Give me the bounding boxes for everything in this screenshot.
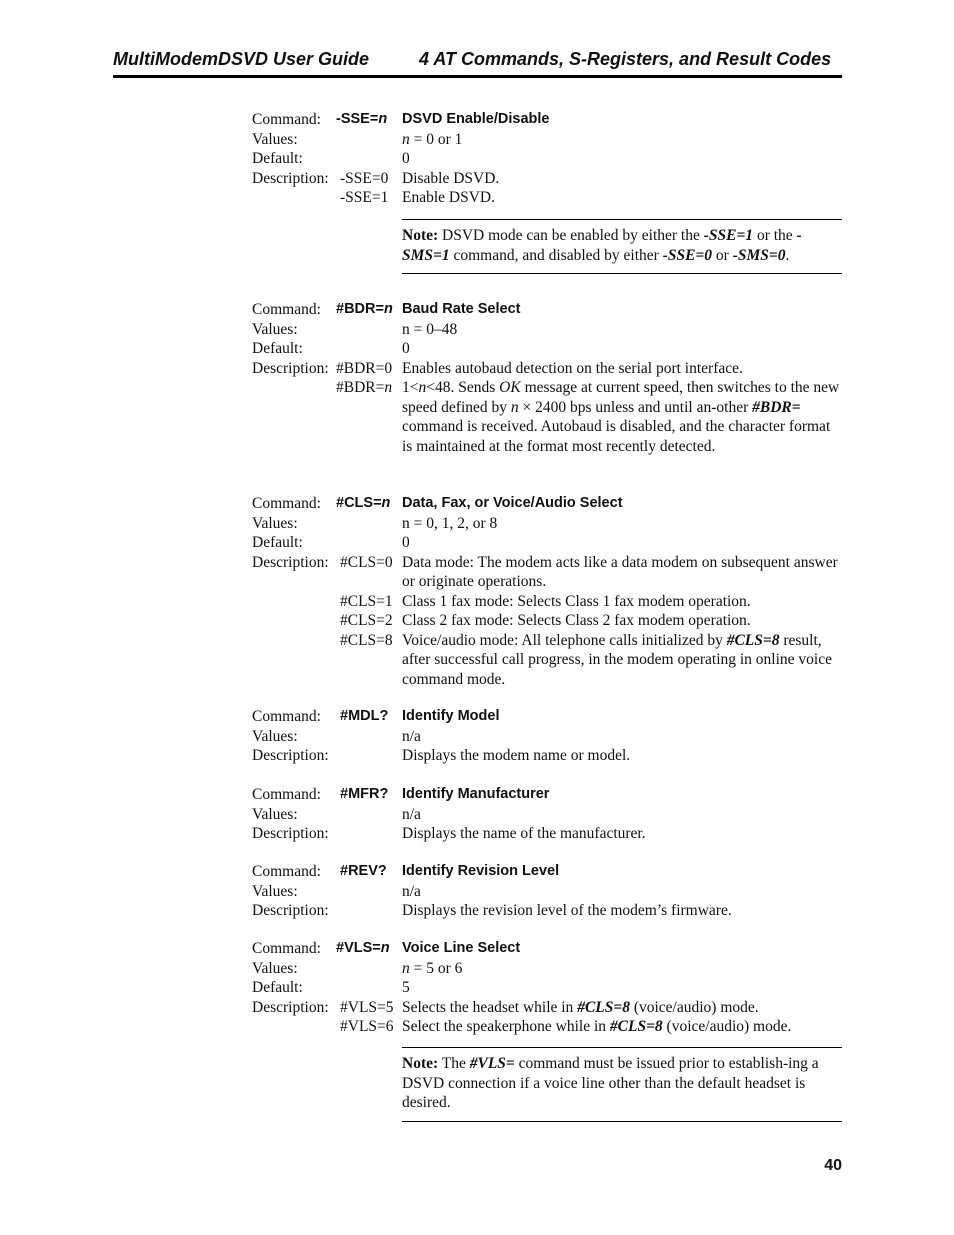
command-label: Command:	[252, 863, 321, 880]
command-label: Command:	[252, 301, 321, 318]
values-label: Values:	[252, 320, 298, 338]
rev-title: Identify Revision Level	[402, 863, 560, 879]
values-label: Values:	[252, 130, 298, 148]
command-label: Command:	[252, 708, 321, 725]
description-label: Description:	[252, 825, 329, 842]
sse-section	[252, 110, 844, 208]
rev-command: #REV?	[340, 863, 387, 879]
values-label: Values:	[252, 959, 298, 977]
cls-item-code: #CLS=1	[340, 592, 393, 610]
values-label: Values:	[252, 514, 298, 532]
vls-values: n = 5 or 6	[402, 959, 463, 977]
mdl-values: n/a	[402, 727, 421, 745]
description-label: Description:	[252, 553, 329, 571]
cls-item-code: #CLS=2	[340, 612, 393, 629]
sse-values: n = 0 or 1	[402, 130, 463, 148]
default-label: Default:	[252, 340, 303, 357]
rev-section	[252, 862, 844, 921]
rev-values: n/a	[402, 882, 421, 900]
cls-values: n = 0, 1, 2, or 8	[402, 514, 498, 532]
mfr-section	[252, 785, 844, 844]
sse-item-text: Disable DSVD.	[402, 169, 500, 187]
cls-item-text: Class 1 fax mode: Selects Class 1 fax modem operation.	[402, 592, 751, 610]
values-label: Values:	[252, 727, 298, 745]
mdl-desc: Displays the modem name or model.	[402, 747, 631, 764]
cls-command: #CLS=n	[336, 495, 391, 511]
bdr-item-code: #BDR=0	[336, 359, 393, 377]
default-label: Default:	[252, 150, 303, 167]
cls-default: 0	[402, 534, 410, 551]
header-chapter: 4 AT Commands, S-Registers, and Result Codes	[419, 49, 832, 69]
bdr-item-code: #BDR=n	[336, 379, 393, 396]
mdl-title: Identify Model	[402, 708, 500, 724]
vls-section	[252, 939, 844, 1037]
cls-item-text: Voice/audio mode: All telephone calls initialized by #CLS=8 result, after successful call progress, in the modem operating in online voice command mode.	[402, 631, 832, 688]
header-title: MultiModemDSVD User Guide	[113, 49, 370, 69]
bdr-default: 0	[402, 340, 410, 357]
cls-section	[252, 494, 844, 688]
mfr-values: n/a	[402, 805, 421, 823]
default-label: Default:	[252, 979, 303, 996]
vls-note: Note: The #VLS= command must be issued prior to establish-ing a DSVD connection if a voice line other than the default headset is desired.	[402, 1047, 842, 1122]
cls-item-code: #CLS=0	[340, 553, 393, 571]
bdr-title: Baud Rate Select	[402, 301, 521, 317]
vls-item-text: Selects the headset while in #CLS=8 (voice/audio) mode.	[402, 998, 759, 1016]
description-label: Description:	[252, 169, 329, 187]
sse-item-code: -SSE=1	[340, 189, 389, 206]
bdr-section	[252, 300, 844, 455]
vls-item-code: #VLS=5	[340, 998, 394, 1016]
vls-item-code: #VLS=6	[340, 1018, 394, 1035]
sse-item-code: -SSE=0	[340, 169, 389, 187]
sse-title: DSVD Enable/Disable	[402, 111, 550, 127]
description-label: Description:	[252, 902, 329, 919]
command-label: Command:	[252, 786, 321, 803]
sse-item-text: Enable DSVD.	[402, 189, 495, 206]
description-label: Description:	[252, 747, 329, 764]
mdl-command: #MDL?	[340, 708, 389, 724]
description-label: Description:	[252, 998, 329, 1016]
vls-default: 5	[402, 979, 410, 996]
bdr-item-text: Enables autobaud detection on the serial port interface.	[402, 359, 743, 377]
sse-default: 0	[402, 150, 410, 167]
command-label: Command:	[252, 495, 321, 512]
bdr-values: n = 0–48	[402, 320, 458, 338]
vls-command: #VLS=n	[336, 940, 390, 956]
mfr-title: Identify Manufacturer	[402, 786, 550, 802]
page-number: 40	[824, 1157, 842, 1174]
mfr-command: #MFR?	[340, 786, 389, 802]
values-label: Values:	[252, 805, 298, 823]
sse-note: Note: DSVD mode can be enabled by either the -SSE=1 or the -SMS=1 command, and disabled by either -SSE=0 or -SMS=0.	[402, 219, 842, 274]
command-label: Command:	[252, 940, 321, 957]
running-header	[113, 49, 842, 78]
cls-title: Data, Fax, or Voice/Audio Select	[402, 495, 623, 511]
mfr-desc: Displays the name of the manufacturer.	[402, 825, 646, 842]
values-label: Values:	[252, 882, 298, 900]
mdl-section	[252, 707, 844, 766]
rev-desc: Displays the revision level of the modem’s firmware.	[402, 902, 732, 919]
vls-item-text: Select the speakerphone while in #CLS=8 (voice/audio) mode.	[402, 1018, 792, 1035]
bdr-item-text: 1<n<48. Sends OK message at current speed, then switches to the new speed defined by n × 2400 bps unless and until an-other #BDR= command is received. Autobaud is disabled, and the character format is maintained at the format most recently detected.	[402, 379, 840, 455]
cls-item-text: Data mode: The modem acts like a data modem on subsequent answer or originate operations.	[402, 553, 838, 590]
vls-title: Voice Line Select	[402, 940, 521, 956]
cls-item-text: Class 2 fax mode: Selects Class 2 fax modem operation.	[402, 612, 751, 629]
description-label: Description:	[252, 359, 329, 377]
sse-command: -SSE=n	[336, 111, 388, 127]
bdr-command: #BDR=n	[336, 301, 393, 317]
cls-item-code: #CLS=8	[340, 631, 393, 649]
command-label: Command:	[252, 111, 321, 128]
default-label: Default:	[252, 534, 303, 551]
